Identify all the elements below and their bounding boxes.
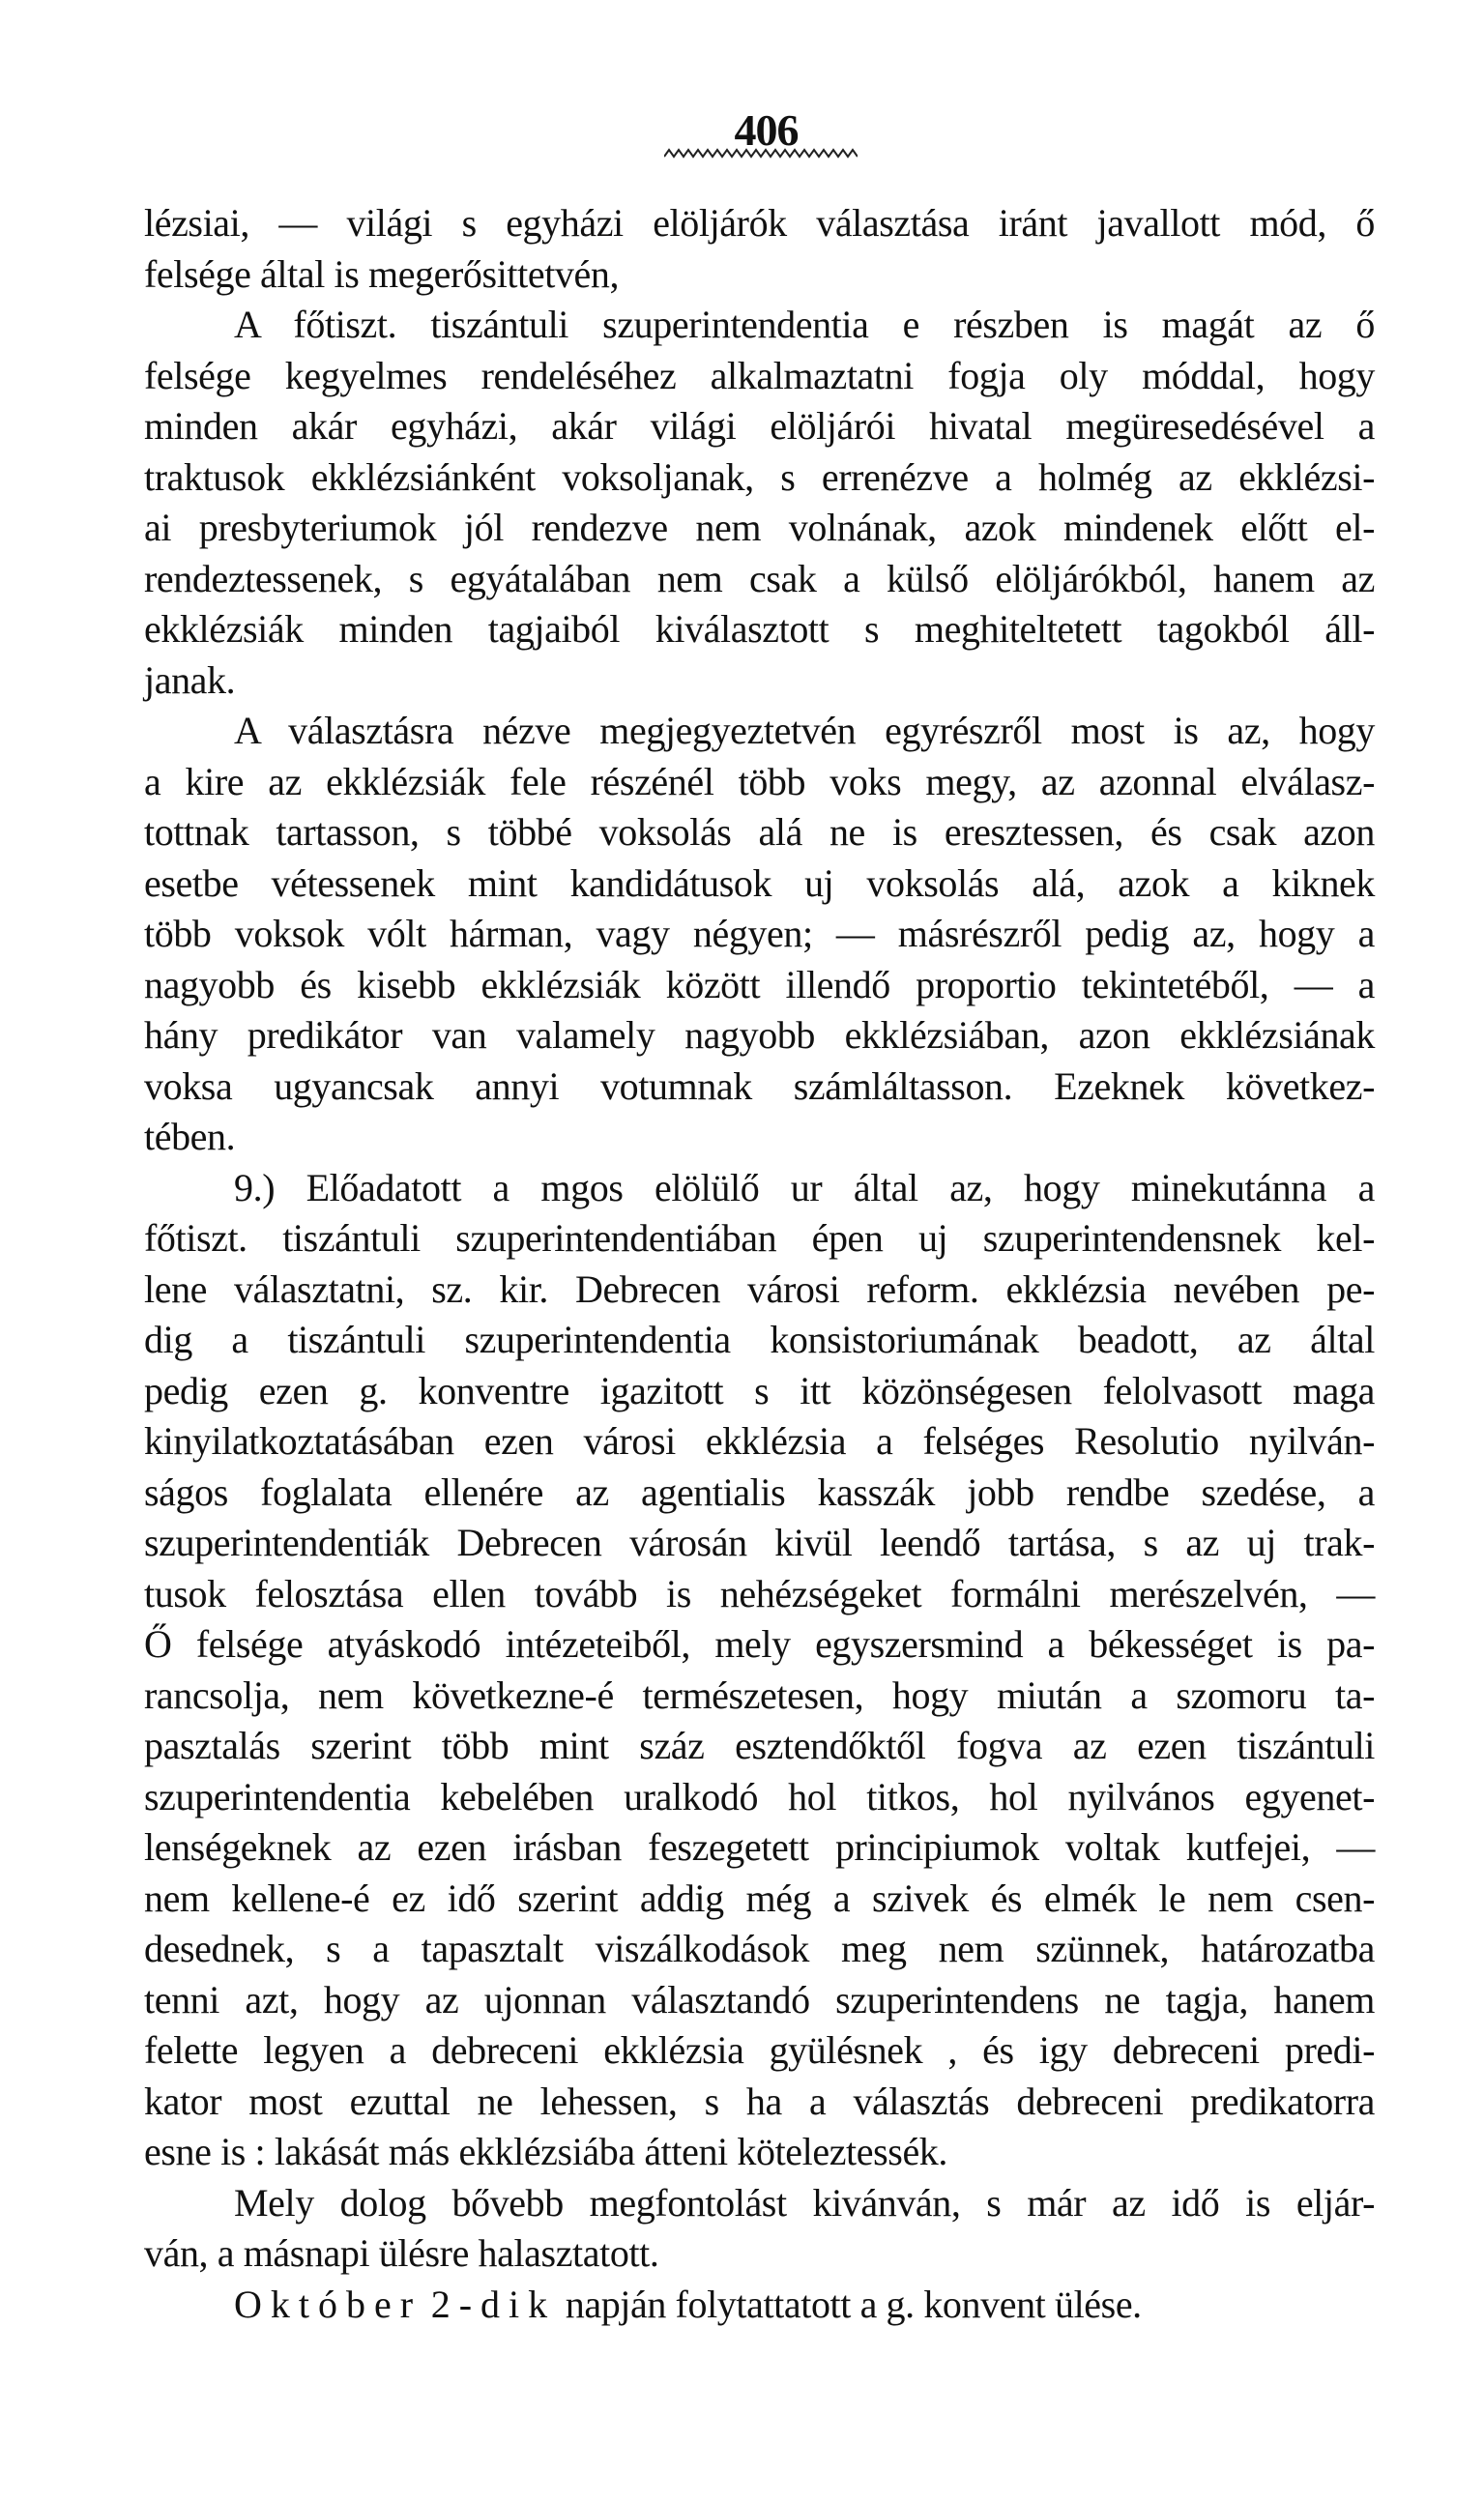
text-line: ai presbyteriumok jól rendezve nem volnának, azok mindenek előtt el- [144, 506, 1375, 549]
text-line: voksa ugyancsak annyi votumnak számláltasson. Ezeknek következ- [144, 1063, 1375, 1108]
text-line: pedig ezen g. konventre igazitott s itt közönségesen felolvasott maga [144, 1368, 1375, 1412]
text-line: rendeztessenek, s egyátalában nem csak a külső elöljárókból, hanem az [144, 556, 1375, 600]
text-line: esne is : lakását más ekklézsiába átteni köteleztessék. [144, 2130, 948, 2173]
text-line: kinyilatkoztatásában ezen városi ekklézsia a felséges Resolutio nyilván- [144, 1419, 1375, 1463]
text-line: rancsolja, nem következne-é természetesen, hogy miután a szomoru ta- [144, 1673, 1375, 1717]
text-line: desednek, s a tapasztalt viszálkodások meg nem szünnek, határozatba [144, 1927, 1375, 1970]
text-line: felsége kegyelmes rendeléséhez alkalmaztatni fogja oly móddal, hogy [144, 353, 1375, 397]
text-line: nem kellene-é ez idő szerint addig még a szivek és elmék le nem csen- [144, 1876, 1375, 1920]
text-line: felette legyen a debreceni ekklézsia gyülésnek , és igy debreceni predi- [144, 2028, 1375, 2072]
text-line: 9.) Előadatott a mgos elölülő ur által az, hogy minekutánna a [234, 1165, 1375, 1209]
text-line: traktusok ekklézsiánként voksoljanak, s errenézve a holmég az ekklézsi- [144, 454, 1375, 499]
text-line: lene választatni, sz. kir. Debrecen városi reform. ekklézsia nevében pe- [144, 1266, 1375, 1311]
page-number: 406 [734, 105, 799, 155]
text-line: ekklézsiák minden tagjaiból kiválasztott s meghiteltetett tagokból áll- [144, 607, 1375, 651]
text-line: tében. [144, 1115, 236, 1158]
text-line: hány predikátor van valamely nagyobb ekklézsiában, azon ekklézsiának [144, 1013, 1375, 1057]
text-line: felsége által is megerősittetvén, [144, 251, 620, 296]
session-heading-line [144, 2280, 1375, 2331]
text-line: Mely dolog bővebb megfontolást kivánván, s már az idő is eljár- [234, 2180, 1375, 2225]
wavy-rule-divider [664, 147, 858, 160]
text-line: A választásra nézve megjegyeztetvén egyrészről most is az, hogy [234, 709, 1375, 752]
text-line: a kire az ekklézsiák fele részénél több voks megy, az azonnal elválasz- [144, 759, 1375, 803]
text-line: szuperintendentiák Debrecen városán kivül leendő tartása, s az uj trak- [144, 1521, 1375, 1564]
text-line: lézsiai, — világi s egyházi elöljárók választása iránt javallott mód, ő [144, 201, 1375, 245]
text-line: janak. [144, 657, 236, 702]
text-line: tenni azt, hogy az ujonnan választandó szuperintendens ne tagja, hanem [144, 1977, 1375, 2022]
page-body-text [144, 198, 1375, 2330]
text-line: dig a tiszántuli szuperintendentia konsistoriumának beadott, az által [144, 1318, 1375, 1361]
closing-day: 2-dik [430, 2282, 557, 2326]
text-line: főtiszt. tiszántuli szuperintendentiában épen uj szuperintendensnek kel- [144, 1216, 1375, 1260]
text-line: tottnak tartasson, s többé voksolás alá ne is eresztessen, és csak azon [144, 810, 1375, 854]
text-line: esetbe vétessenek mint kandidátusok uj voksolás alá, azok a kiknek [144, 860, 1375, 905]
closing-rest: napján folytattatott a g. konvent ülése. [565, 2282, 1142, 2326]
text-line: ván, a másnapi ülésre halasztatott. [144, 2231, 659, 2275]
closing-month: Október [234, 2282, 422, 2326]
text-line: tusok felosztása ellen tovább is nehézségeket formálni merészelvén, — [144, 1571, 1375, 1615]
text-line: több voksok vólt hárman, vagy négyen; — másrészről pedig az, hogy a [144, 912, 1375, 955]
text-line: pasztalás szerint több mint száz esztendőktől fogva az ezen tiszántuli [144, 1724, 1375, 1767]
text-line: szuperintendentia kebelében uralkodó hol titkos, hol nyilvános egyenet- [144, 1774, 1375, 1818]
text-line: nagyobb és kisebb ekklézsiák között illendő proportio tekintetéből, — a [144, 962, 1375, 1006]
text-line: ságos foglalata ellenére az agentialis kasszák jobb rendbe szedése, a [144, 1469, 1375, 1514]
text-line: A főtiszt. tiszántuli szuperintendentia e részben is magát az ő [234, 303, 1375, 346]
text-line: minden akár egyházi, akár világi elöljárói hivatal megüresedésével a [144, 404, 1375, 448]
text-line: lenségeknek az ezen irásban feszegetett principiumok voltak kutfejei, — [144, 1825, 1375, 1869]
text-line: kator most ezuttal ne lehessen, s ha a választás debreceni predikatorra [144, 2079, 1375, 2123]
text-line: Ő felsége atyáskodó intézeteiből, mely egyszersmind a békességet is pa- [144, 1622, 1375, 1666]
